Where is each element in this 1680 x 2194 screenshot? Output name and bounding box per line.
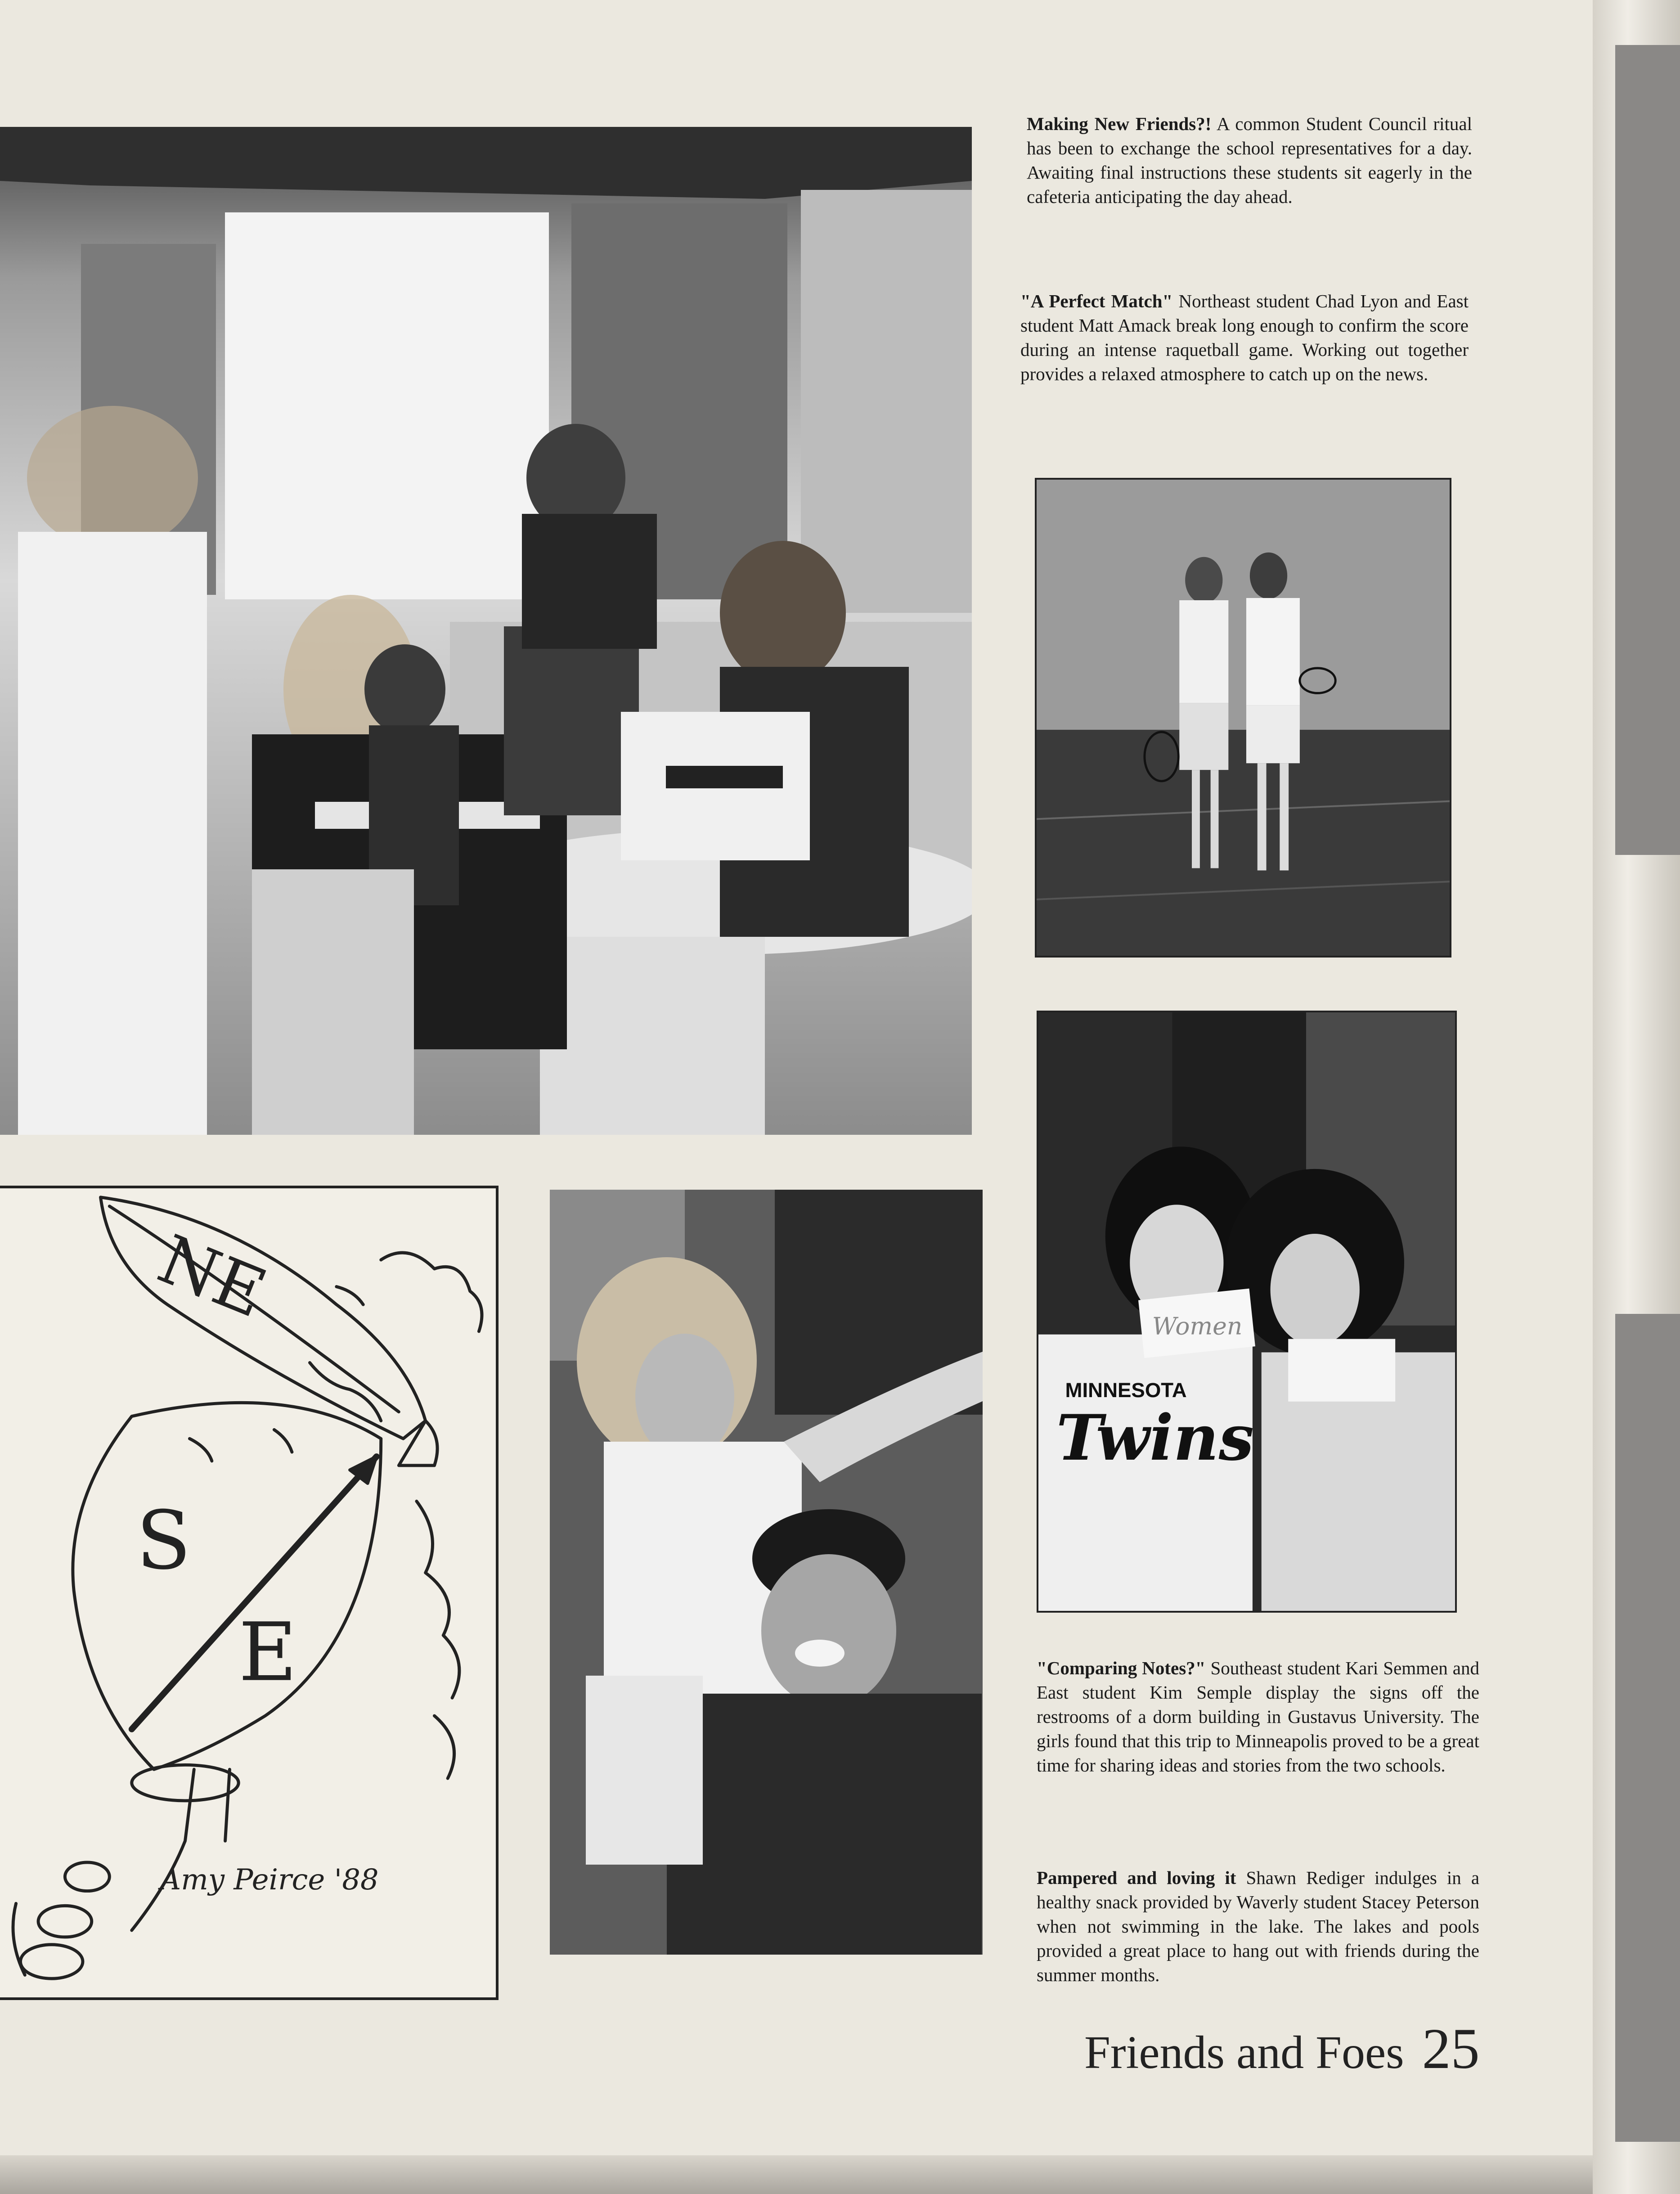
- section-title: Friends and Foes: [1084, 2027, 1404, 2078]
- caption-pampered: [1037, 1866, 1479, 1987]
- page-bottom-edge: [0, 2155, 1620, 2194]
- drawing-letter-e: E: [238, 1605, 297, 1699]
- caption-lead: "A Perfect Match": [1020, 291, 1173, 311]
- caption-lead: Making New Friends?!: [1027, 113, 1212, 134]
- artist-signature: Amy Peirce '88: [160, 1863, 379, 1897]
- note-card-text: Women: [1152, 1312, 1243, 1340]
- caption-text: Southeast student Kari Semmen and East student Kim Semple display the signs off the restrooms of a dorm building in Gustavus University. The girls found that this trip to Minneapolis proved to be a great time for sharing ideas and stories from the two schools.: [1037, 1658, 1479, 1776]
- shirt-main-text: Twins: [1056, 1401, 1254, 1475]
- cafeteria-photo: [0, 127, 972, 1135]
- page-footer: [1084, 2016, 1480, 2082]
- snack-photo: [550, 1190, 983, 1955]
- caption-text: Northeast student Chad Lyon and East student Matt Amack break long enough to confirm the score during an intense raquetball game. Working out together provides a relaxed atmosphere to catch up on the news.: [1020, 291, 1469, 384]
- caption-lead: "Comparing Notes?": [1037, 1658, 1206, 1678]
- caption-perfect-match: [1020, 289, 1469, 386]
- comparing-notes-photo: [1037, 1011, 1457, 1613]
- caption-lead: Pampered and loving it: [1037, 1867, 1236, 1888]
- hand-drawn-illustration: [0, 1186, 499, 2000]
- shirt-top-text: MINNESOTA: [1065, 1378, 1187, 1402]
- caption-comparing-notes: [1037, 1656, 1479, 1777]
- caption-making-friends: [1027, 112, 1472, 209]
- caption-text: Shawn Rediger indulges in a healthy snack provided by Waverly student Stacey Peterson when not swimming in the lake. The lakes and pools provided a great place to hang out with friends during the summer months.: [1037, 1867, 1480, 1985]
- page-number: 25: [1422, 2017, 1480, 2081]
- page-tab-bottom: [1615, 1314, 1680, 2142]
- caption-text: A common Student Council ritual has been to exchange the school representatives for a day. Awaiting final instructions these students sit eagerly in the cafeteria anticipating the day ahead.: [1027, 113, 1472, 207]
- page-tab-top: [1615, 45, 1680, 855]
- drawing-letters-ne: NE: [148, 1220, 277, 1333]
- drawing-letter-s: S: [136, 1494, 191, 1588]
- racquetball-photo: [1035, 478, 1451, 958]
